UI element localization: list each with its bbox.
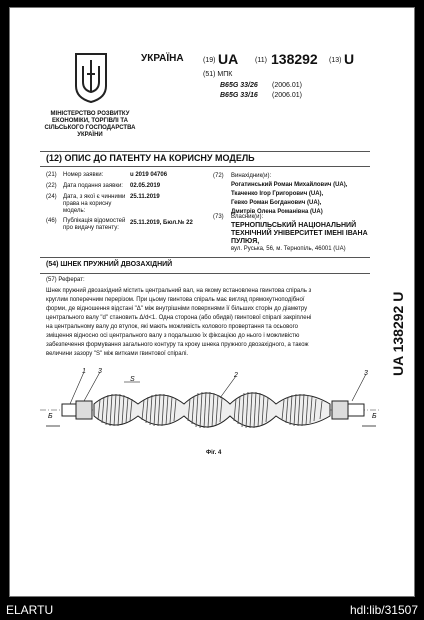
figure-label-b-left: Б: [48, 413, 53, 420]
owner-address: вул. Руська, 56, м. Тернопіль, 46001 (UA): [231, 246, 346, 252]
footer-source: ELARTU: [6, 603, 54, 617]
document-title: (12) ОПИС ДО ПАТЕНТУ НА КОРИСНУ МОДЕЛЬ: [46, 153, 255, 163]
footer-handle: hdl:lib/31507: [349, 603, 418, 617]
divider: [40, 166, 370, 167]
figure-label-1: 1: [82, 368, 86, 375]
divider: [40, 151, 370, 152]
inventors-code: (72): [213, 173, 224, 179]
abstract-text: [46, 288, 376, 360]
country-name: УКРАЇНА: [141, 53, 184, 64]
biblio-code: (22): [46, 183, 57, 189]
kind-code: U: [344, 51, 355, 67]
abstract-line: величини зазору "S" між витками гвинтової спіралі.: [46, 351, 189, 357]
biblio-label: Дата подання заявки:: [63, 183, 123, 189]
abstract-line: зміщення відносно осі центрального валу з подальшою їх фіксацією до нього і можливістю: [46, 333, 300, 339]
abstract-line: забезпечення формування загального контуру та кроку шнека пружного двозахідного, а також: [46, 342, 309, 348]
coat-of-arms-icon: [74, 52, 108, 104]
divider: [40, 273, 370, 274]
code-13: (13): [329, 57, 342, 64]
ipc-code-1: B65G 33/26: [220, 82, 258, 89]
side-patent-number: [388, 280, 408, 376]
biblio-label: Дата, з якої є чинними права на корисну модель:: [63, 194, 126, 214]
footer-bar: [0, 600, 424, 620]
inventor: Рогатинський Роман Михайлович (UA),: [231, 182, 348, 188]
code-11: (11): [255, 57, 267, 64]
side-number-text: UA 138292 U: [390, 291, 406, 376]
abstract-line: на центральному валу до втулок, які мають можливість колового провертання та осьового: [46, 324, 298, 330]
owner-name: ТЕРНОПІЛЬСЬКИЙ НАЦІОНАЛЬНИЙ ТЕХНІЧНИЙ УНІВЕРСИТЕТ ІМЕНІ ІВАНА ПУЛЮЯ,: [231, 222, 368, 245]
biblio-label: Публікація відомостей про видачу патенту:: [63, 218, 126, 231]
abstract-line: центрального валу "d" становить Δ/d<1. Одна сторона (або обидві) гвинтової спіралі закріплені: [46, 315, 312, 321]
auger-drawing: [40, 364, 380, 446]
biblio-code: (24): [46, 194, 57, 200]
ipc-year-1: (2006.01): [272, 82, 302, 89]
abstract-label: (57) Реферат:: [46, 277, 85, 283]
abstract-line: форми, де відношення відстані "Δ" між внутрішніми поверхнями її більших сторін до діаметру: [46, 306, 308, 312]
biblio-value: 25.11.2019: [130, 194, 160, 200]
inventor: Ткаченко Ігор Григорович (UA),: [231, 191, 324, 197]
ministry-name: МІНІСТЕРСТВО РОЗВИТКУ ЕКОНОМІКИ, ТОРГІВЛІ ТА СІЛЬСЬКОГО ГОСПОДАРСТВА УКРАЇНИ: [44, 111, 136, 138]
country-code: UA: [218, 51, 239, 67]
figure-label-b-right: Б: [372, 413, 377, 420]
ipc-label: (51) МПК: [203, 71, 233, 78]
biblio-value: u 2019 04706: [130, 172, 168, 178]
abstract-line: круглим поперечним перерізом. При цьому гвинтова спіраль має вигляд прямокутноподібної: [46, 297, 305, 303]
divider: [40, 257, 370, 258]
biblio-value: 25.11.2019, Бюл.№ 22: [130, 220, 193, 226]
owner-code: (73): [213, 214, 224, 220]
inventor: Гевко Роман Богданович (UA),: [231, 200, 322, 206]
ipc-year-2: (2006.01): [272, 92, 302, 99]
owner-label: Власник(и):: [231, 214, 264, 220]
biblio-label: Номер заявки:: [63, 172, 104, 178]
utility-model-title: (54) ШНЕК ПРУЖНИЙ ДВОЗАХІДНИЙ: [46, 261, 173, 268]
patent-number: 138292: [271, 51, 318, 67]
abstract-line: Шнек пружний двозахідний містить центральний вал, на якому встановлена гвинтова спіраль з: [46, 288, 312, 294]
code-19: (19): [203, 57, 216, 64]
inventors-label: Винахідник(и):: [231, 173, 272, 179]
inventor: Дмитрів Олена Романівна (UA): [231, 209, 323, 215]
biblio-code: (46): [46, 218, 57, 224]
biblio-value: 02.05.2019: [130, 183, 161, 189]
biblio-code: (21): [46, 172, 57, 178]
ipc-code-2: B65G 33/16: [220, 92, 258, 99]
figure-label-s: S: [130, 376, 135, 383]
figure-label-3b: 3: [364, 370, 368, 377]
figure-label-3: 3: [98, 368, 102, 375]
figure-label-2: 2: [234, 372, 238, 379]
patent-page: [9, 7, 415, 597]
figure-caption: Фіг. 4: [206, 450, 222, 456]
